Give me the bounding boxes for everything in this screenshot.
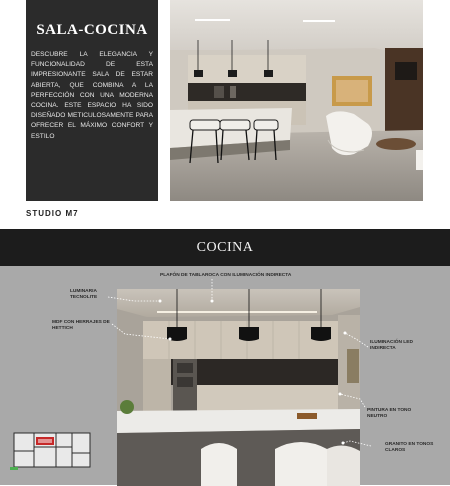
panel-title: COCINA xyxy=(196,240,254,255)
callout-plafon: PLAFÓN DE TABLAROCA CON ILUMINACIÓN INDIRECTA xyxy=(160,273,292,278)
callout-pintura: PINTURA EN TONO NEUTRO xyxy=(367,408,412,419)
callout-mdf: MDF CON HERRAJES DE HETTICH xyxy=(52,320,110,331)
kitchen-render xyxy=(117,289,360,486)
section-title: SALA-COCINA xyxy=(36,22,148,38)
description-card xyxy=(26,0,158,201)
description-text: DESCUBRE LA ELEGANCIA Y FUNCIONALIDAD DE ESTA IMPRESIONANTE SALA DE ESTAR ABIERTA, QUE COMBINA A LA PERFECCIÓN CON UNA MODERNA COCINA. ESTE ESPACIO HA SIDO DISEÑADO METICULOSAMENTE PARA OFRECER EL MÁXIMO CONFORT Y ESTILO xyxy=(31,51,153,140)
floor-plan-thumbnail xyxy=(8,429,96,473)
callout-led: ILUMINACIÓN LED INDIRECTA xyxy=(370,340,413,351)
studio-label: STUDIO M7 xyxy=(26,209,79,218)
living-kitchen-illustration xyxy=(170,0,423,201)
callout-granito: GRANITO EN TONOS CLAROS xyxy=(385,442,434,453)
panel-header xyxy=(0,229,450,266)
kitchen-illustration xyxy=(117,289,360,486)
callout-luminaria: LUMINARIA TECNOLITE xyxy=(70,289,98,300)
kitchen-panel xyxy=(0,229,450,485)
living-kitchen-render xyxy=(170,0,423,201)
